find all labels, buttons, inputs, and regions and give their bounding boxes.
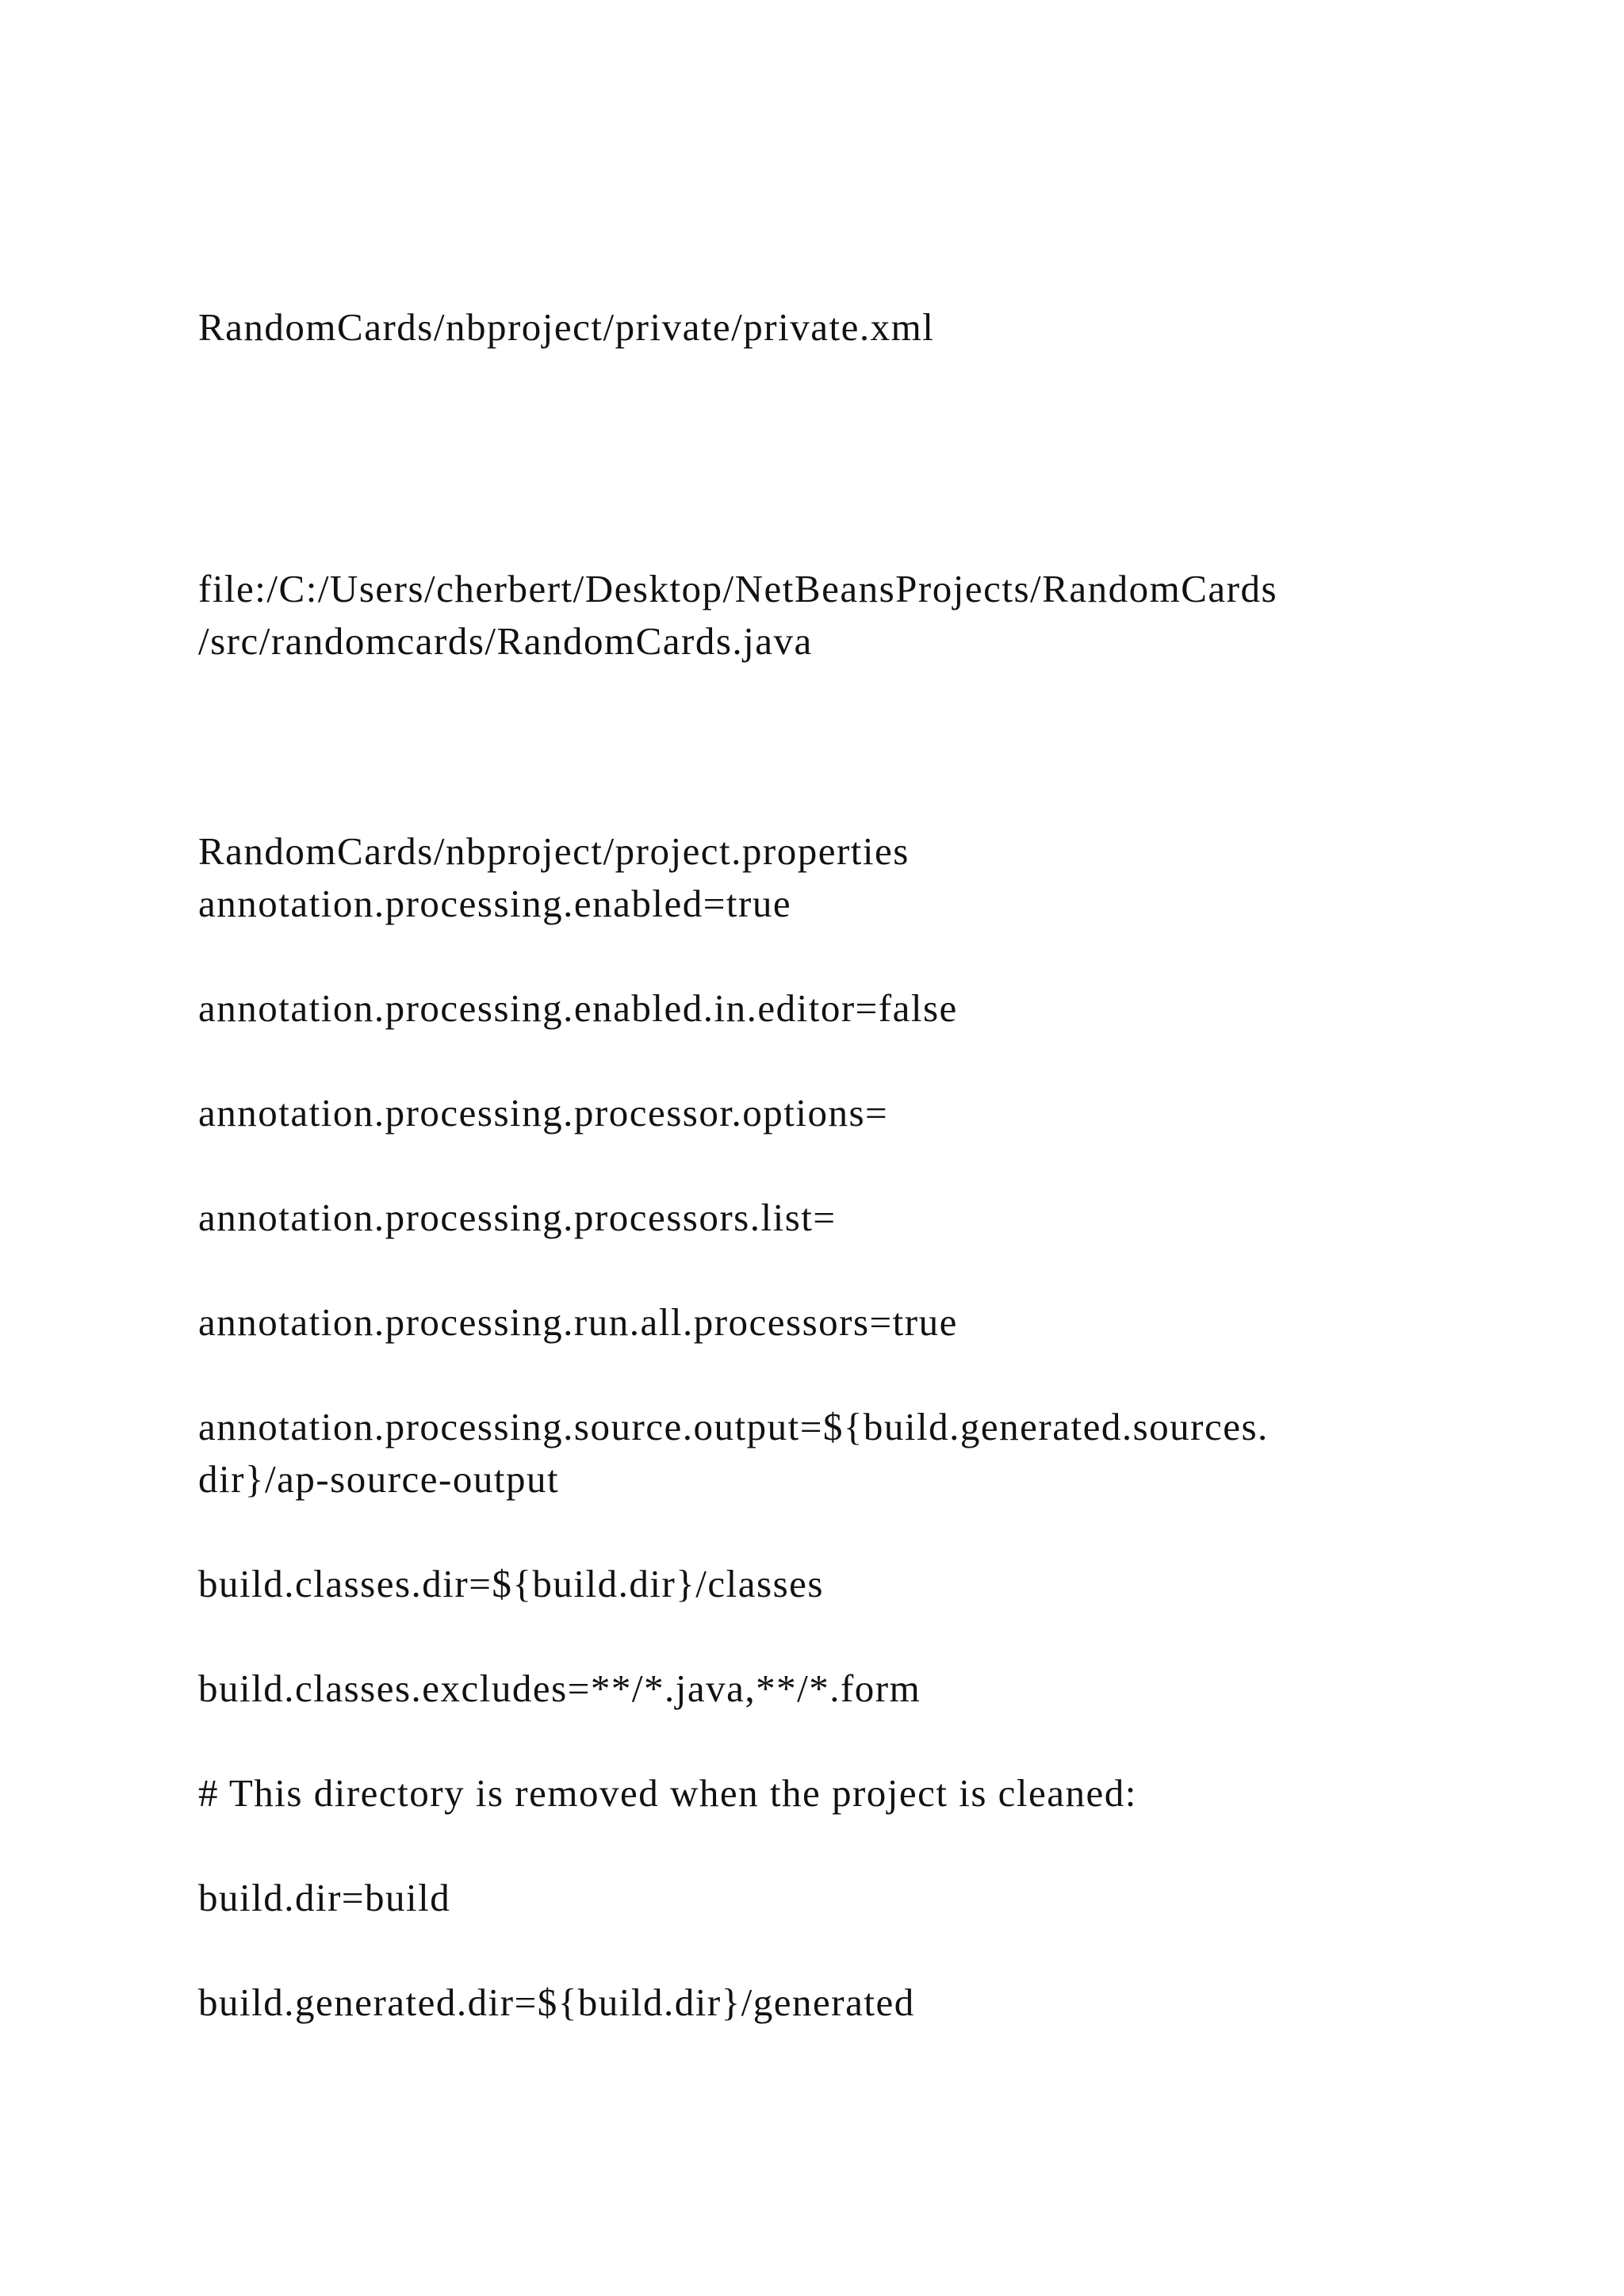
properties-file-path: RandomCards/nbproject/project.properties	[198, 829, 910, 873]
source-file-url-line-2: /src/randomcards/RandomCards.java	[198, 619, 813, 663]
property-line: build.classes.excludes=**/*.java,**/*.form	[198, 1667, 921, 1710]
property-line: build.dir=build	[198, 1876, 451, 1919]
property-line: annotation.processing.run.all.processors=true	[198, 1300, 958, 1344]
property-line: annotation.processing.source.output=${build.generated.sources.	[198, 1405, 1269, 1448]
property-line: annotation.processing.processor.options=	[198, 1091, 889, 1135]
property-line: build.classes.dir=${build.dir}/classes	[198, 1562, 824, 1605]
property-line: annotation.processing.enabled=true	[198, 882, 792, 925]
property-comment: # This directory is removed when the project is cleaned:	[198, 1771, 1137, 1815]
private-xml-path: RandomCards/nbproject/private/private.xml	[198, 305, 935, 349]
property-line: annotation.processing.enabled.in.editor=false	[198, 986, 958, 1030]
property-line-continuation: dir}/ap-source-output	[198, 1457, 560, 1501]
property-line: build.generated.dir=${build.dir}/generated	[198, 1980, 915, 2024]
property-line: annotation.processing.processors.list=	[198, 1196, 837, 1239]
source-file-url-line-1: file:/C:/Users/cherbert/Desktop/NetBeansProjects/RandomCards	[198, 567, 1278, 610]
